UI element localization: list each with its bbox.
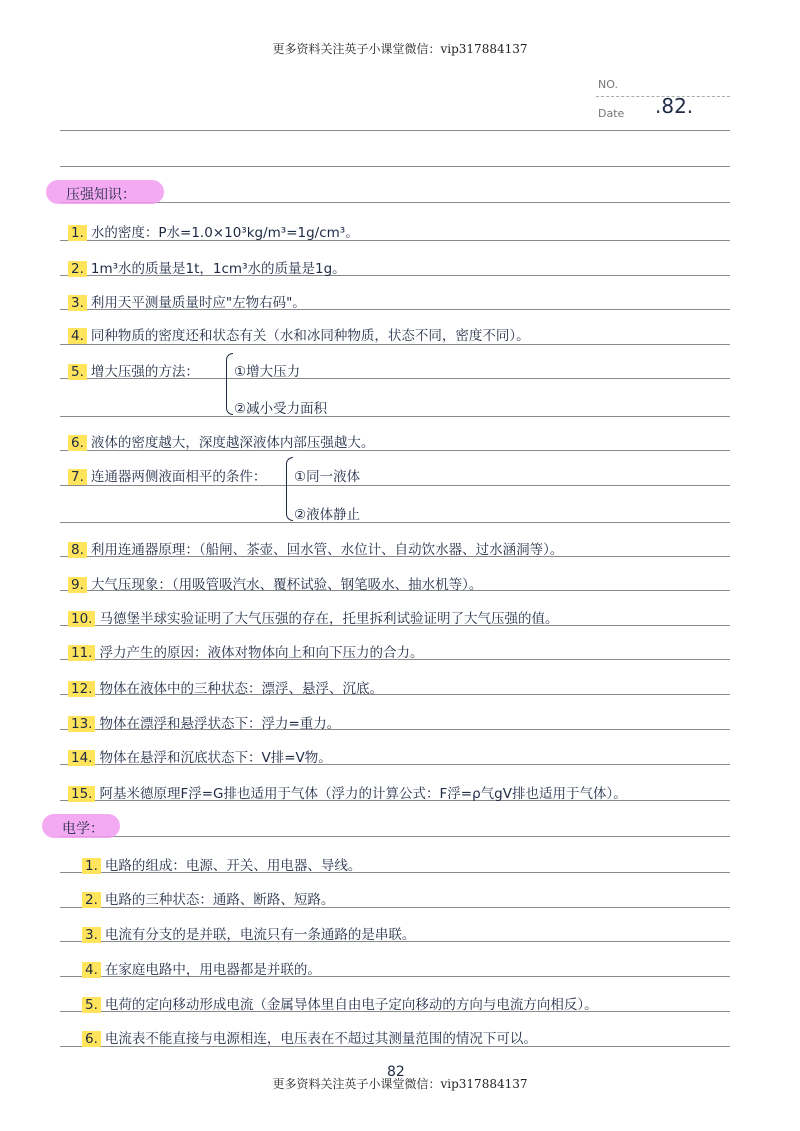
item-number: 7.: [68, 469, 87, 485]
item-number: 11.: [68, 645, 95, 661]
ruled-line: [60, 836, 730, 837]
list-item: [68, 324, 530, 344]
list-item: [68, 677, 383, 697]
list-item: [82, 923, 415, 943]
list-item: [82, 958, 321, 978]
ruled-line: [60, 202, 730, 203]
item-number: 4.: [82, 962, 101, 978]
item-text: 浮力产生的原因：液体对物体向上和向下压力的合力。: [99, 645, 424, 661]
item-text: 阿基米德原理F浮=G排也适用于气体（浮力的计算公式：F浮=ρ气gV排也适用于气体）。: [99, 786, 627, 802]
list-item: [68, 573, 482, 593]
ruled-line: [60, 130, 730, 131]
item-number: 12.: [68, 681, 95, 697]
item-text: 物体在液体中的三种状态：漂浮、悬浮、沉底。: [99, 681, 383, 697]
watermark-top: 更多资料关注英子小课堂微信：vip317884137: [272, 42, 528, 56]
list-item: [68, 538, 563, 558]
watermark-bottom: 更多资料关注英子小课堂微信：vip317884137: [272, 1077, 528, 1091]
page-number: 82: [387, 1064, 405, 1080]
item-text: 1m³水的质量是1t，1cm³水的质量是1g。: [90, 261, 346, 277]
item-number: 14.: [68, 750, 95, 766]
list-item: [68, 221, 359, 241]
item-text: 马德堡半球实验证明了大气压强的存在，托里拆利试验证明了大气压强的值。: [99, 611, 559, 627]
sub-item: ②液体静止: [294, 507, 361, 523]
item-number: 1.: [82, 858, 101, 874]
sub-item: ①增大压力: [234, 364, 301, 380]
item-number: 3.: [82, 927, 101, 943]
list-item: [68, 607, 558, 627]
item-text: 电路的组成：电源、开关、用电器、导线。: [104, 858, 362, 874]
item-number: 1.: [68, 225, 87, 241]
item-number: 2.: [82, 892, 101, 908]
list-item: [82, 993, 598, 1013]
item-number: 9.: [68, 577, 87, 593]
ruled-line: [60, 485, 730, 486]
item-text: 物体在悬浮和沉底状态下：V排=V物。: [99, 750, 332, 766]
ruled-line: [60, 416, 730, 417]
item-text: 在家庭电路中，用电器都是并联的。: [104, 962, 321, 978]
date-label: Date: [598, 107, 625, 120]
ruled-line: [60, 344, 730, 345]
section-title-electricity: 电学：: [62, 821, 104, 837]
no-label: NO.: [598, 78, 618, 91]
item-number: 5.: [68, 364, 87, 380]
item-number: 4.: [68, 328, 87, 344]
list-item: [82, 888, 334, 908]
list-item: [68, 360, 199, 380]
item-text: 利用连通器原理：（船闸、茶壶、回水管、水位计、自动饮水器、过水涵洞等）。: [90, 542, 564, 558]
item-text: 水的密度：P水=1.0×10³kg/m³=1g/cm³。: [90, 225, 359, 241]
item-text: 同种物质的密度还和状态有关（水和冰同种物质，状态不同，密度不同）。: [90, 328, 530, 344]
item-number: 3.: [68, 295, 87, 311]
list-item: [68, 746, 332, 766]
ruled-line: [60, 522, 730, 523]
brace: [226, 353, 233, 415]
item-number: 8.: [68, 542, 87, 558]
date-value: .82.: [655, 94, 694, 118]
item-number: 15.: [68, 786, 95, 802]
item-text: 电流表不能直接与电源相连，电压表在不超过其测量范围的情况下可以。: [104, 1031, 537, 1047]
item-text: 利用天平测量质量时应"左物右码"。: [90, 295, 306, 311]
list-item: [68, 641, 423, 661]
item-text: 电流有分支的是并联，电流只有一条通路的是串联。: [104, 927, 416, 943]
list-item: [82, 1027, 537, 1047]
item-number: 6.: [82, 1031, 101, 1047]
list-item: [82, 854, 361, 874]
item-text: 大气压现象：（用吸管吸汽水、覆杯试验、钢笔吸水、抽水机等）。: [90, 577, 483, 593]
item-number: 10.: [68, 611, 95, 627]
sub-item: ②减小受力面积: [234, 401, 328, 417]
item-text: 电路的三种状态：通路、断路、短路。: [104, 892, 335, 908]
item-number: 13.: [68, 716, 95, 732]
item-text: 物体在漂浮和悬浮状态下：浮力=重力。: [99, 716, 341, 732]
item-text: 增大压强的方法：: [90, 364, 199, 380]
item-text: 电荷的定向移动形成电流（金属导体里自由电子定向移动的方向与电流方向相反）。: [104, 997, 598, 1013]
section-title-pressure: 压强知识：: [66, 187, 136, 203]
item-text: 连通器两侧液面相平的条件：: [90, 469, 267, 485]
list-item: [68, 291, 306, 311]
item-number: 6.: [68, 435, 87, 451]
sub-item: ①同一液体: [294, 469, 361, 485]
brace: [286, 457, 293, 521]
item-number: 2.: [68, 261, 87, 277]
ruled-line: [60, 166, 730, 167]
list-item: [68, 782, 627, 802]
list-item: [68, 431, 374, 451]
item-number: 5.: [82, 997, 101, 1013]
list-item: [68, 712, 340, 732]
list-item: [68, 465, 266, 485]
item-text: 液体的密度越大，深度越深液体内部压强越大。: [90, 435, 375, 451]
list-item: [68, 257, 346, 277]
